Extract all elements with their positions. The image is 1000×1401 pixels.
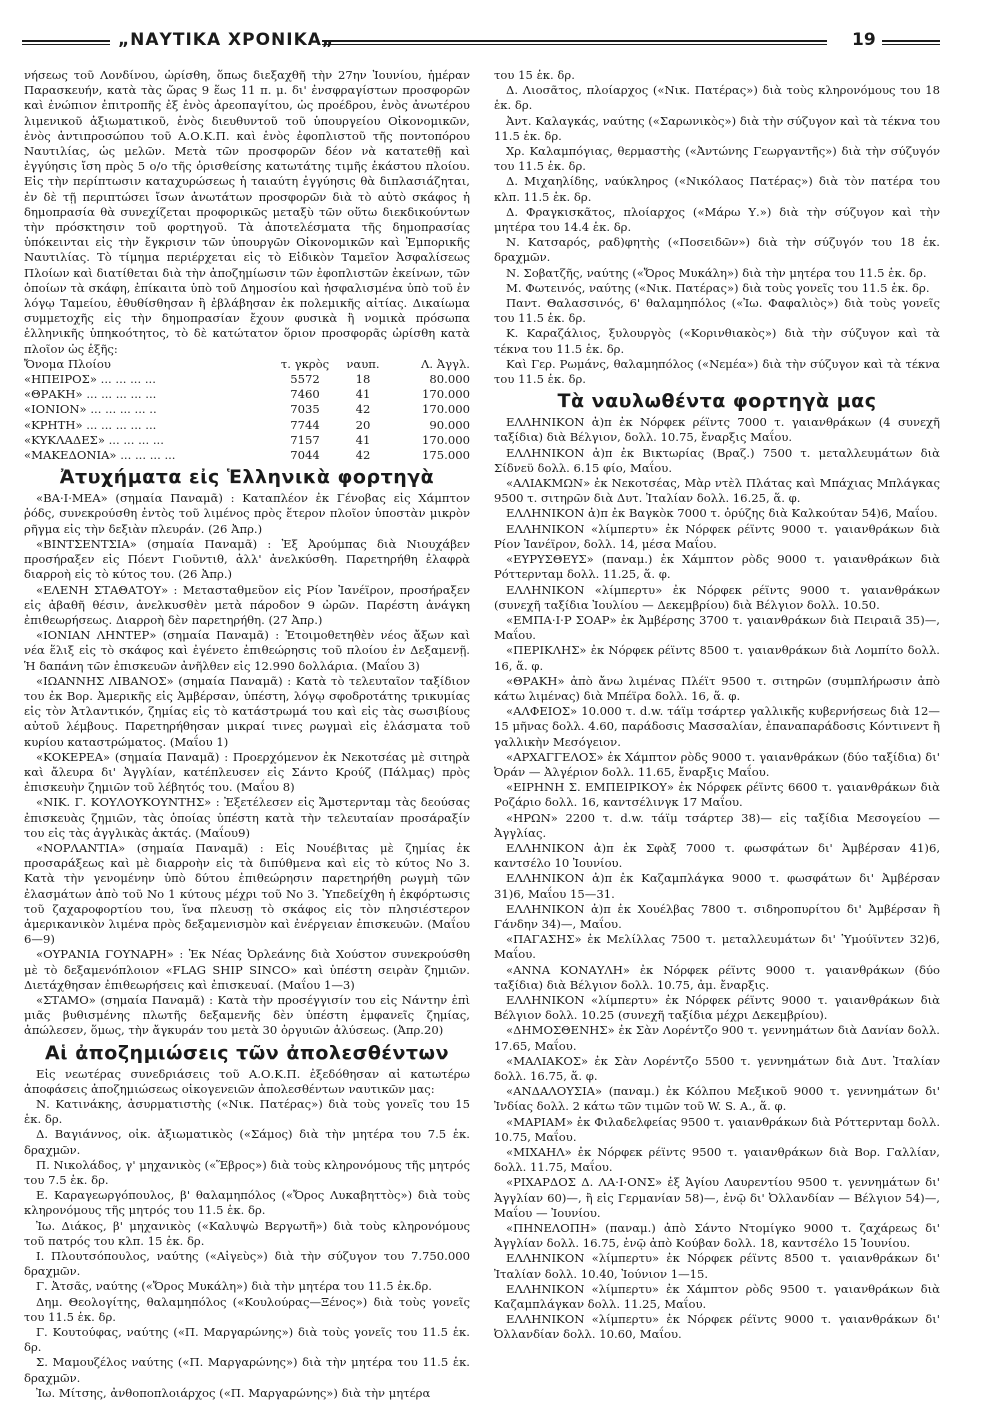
compensation-item: Δ. Φραγκισκᾶτος, πλοίαρχος («Μάρω Υ.») διὰ τὴν σύζυγον καὶ τὴν μητέρα του 14.4 ἑκ. δρ.: [494, 204, 940, 235]
compensation-item: Ἰω. Μίτσης, ἀνθοποπλοιάρχος («Π. Μαργαρώνης») διὰ τὴν μητέρα: [36, 1385, 431, 1400]
compensation-list-continued: [494, 68, 940, 387]
table-cell: 18: [355, 372, 371, 387]
accident-item: «ΕΛΕΝΗ ΣΤΑΘΑΤΟΥ» : Μετασταθμεῦον εἰς Ρίον Ἰανέϊρον, προσήραξεν εἰς ἀβαθῆ θέσιν, ἀνελκυσθὲν μετὰ πάροδον 9 ὡρῶν. Παρέστη ἀνάγκη ἐπιθεωρήσεως. Διαρροὴ δὲν παρετηρήθη. (27 Ἀπρ.): [24, 582, 470, 627]
charter-item: «ΗΡΩΝ» 2200 τ. d.w. τάϊμ τσάρτερ 38)— εἰς ταξίδια Μεσογείου — Ἀγγλίας.: [494, 810, 940, 840]
table-row: [24, 418, 470, 433]
charters-heading: Τὰ ναυλωθέντα φορτηγὰ μας: [557, 390, 877, 413]
accident-item: «ΙΟΝΙΑΝ ΛΗΝΤΕΡ» (σημαία Παναμᾶ) : Ἑτοιμοθετηθὲν νέος ἄξων καὶ νέα ἕλιξ εἰς τὸ σκάφος καὶ ἐγένετο ἐπιθεώρησις τοῦ πλοίου ἐν Δεξαμενῇ. Ἡ δαπάνη τῶν ἐπισκευῶν ἀνῆλθεν εἰς 12.990 δολλάρια. (Μαΐου 3): [24, 628, 470, 673]
compensation-item: Ἀντ. Καλαγκάς, ναύτης («Σαρωνικὸς») διὰ τὴν σύζυγον καὶ τὰ τέκνα του 11.5 ἑκ. δρ.: [494, 113, 940, 143]
charter-item: «ΕΜΠΑ·Ι·Ρ ΣΟΑΡ» ἐκ Ἀμβέρσης 3700 τ. γαιανθράκων διὰ Πειραιᾶ 35)—, Μαΐου.: [494, 612, 940, 643]
compensation-item: Δ. Λιοσᾶτος, πλοίαρχος («Νικ. Πατέρας») διὰ τοὺς κληρονόμους του 18 ἑκ. δρ.: [494, 83, 940, 113]
table-header-cell: τ. γκρὸς: [280, 356, 330, 371]
charter-item: ΕΛΛΗΝΙΚΟΝ ἀ)π ἐκ Καζαμπλάγκα 9000 τ. φωσφάτων δι' Ἀμβέρσαν 31)6, Μαΐου 15—31.: [494, 871, 940, 901]
table-cell: 41: [355, 432, 371, 447]
charter-item: «ΑΛΙΑΚΜΩΝ» ἐκ Νεκοτσέας, Μὰρ ντὲλ Πλάτας καὶ Μπάχιας Μπλάγκας 9500 τ. σιτηρῶν διὰ Δυτ. Ἰταλίαν δολλ. 16.25, ἅ. φ.: [494, 476, 940, 506]
charter-item: ΕΛΛΗΝΙΚΟΝ «λίμπερτυ» ἐκ Νόρφεκ ρέϊντς 9000 τ. γαιανθράκων δι' Ὀλλανδίαν δολλ. 10.60, Μαΐου.: [494, 1312, 940, 1342]
charter-item: ΕΛΛΗΝΙΚΟΝ ἀ)π ἐκ Βικτωρίας (Βραζ.) 7500 τ. μεταλλευμάτων διὰ Σίδνεϋ δολλ. 6.15 φίο, Μαΐου.: [494, 445, 940, 475]
compensation-item: Ε. Καραγεωργόπουλος, β' θαλαμηπόλος («Ὄρος Λυκαβηττὸς») διὰ τοὺς κληρονόμους τῆς μητρός του 11.5 ἑκ. δρ.: [24, 1188, 470, 1218]
header-rule-middle: [322, 40, 827, 45]
table-header-cell: ναυπ.: [346, 356, 380, 371]
table-row: [24, 402, 470, 417]
accidents-heading: Ἀτυχήματα εἰς Ἑλληνικὰ φορτηγὰ: [59, 466, 435, 489]
accident-item: «ΒΙΝΤΣΕΝΤΣΙΑ» (σημαία Παναμᾶ) : Ἐξ Ἀρούμπας διὰ Νιουχάβεν προσήραξεν εἰς Πόεντ Γιοῦντιθ, ἀλλ' ἀνελκύσθη. Παρετηρήθη ἐλαφρὰ διαρροὴ εἰς τὸ κύτος του. (26 Ἀπρ.): [24, 536, 470, 582]
compensation-item: Δημ. Θεολογίτης, θαλαμηπόλος («Κουλούρας—Ξένος») διὰ τοὺς γονεῖς του 11.5 ἑκ. δρ.: [24, 1294, 470, 1324]
charter-item: ΕΛΛΗΝΙΚΟΝ «λίμπερτυ» ἐκ Νόρφεκ ρέϊντς 8500 τ. γαιανθράκων δι' Ἰταλίαν δολλ. 10.40, Ἰούνιον 1—15.: [494, 1251, 940, 1281]
accident-item: «ΝΙΚ. Γ. ΚΟΥΛΟΥΚΟΥΝΤΗΣ» : Ἐξετέλεσεν εἰς Ἄμστερνταμ τὰς δεούσας ἐπισκευὰς ζημιῶν, τὰς ὁποίας ὑπέστη κατὰ τὴν τελευταίαν προσάραξίν του εἰς τὰς ἀγγλικὰς ἀκτάς. (Μαΐου9): [24, 795, 470, 840]
accident-item: «ΒΑ·Ι·ΜΕΑ» (σημαία Παναμᾶ) : Καταπλέον ἐκ Γένοβας εἰς Χάμπτον ῥόδς, συνεκρούσθη ἐντὸς τοῦ λιμένος πρὸς ἕτερον πλοῖον ὑποστὰν μικρὸν ρῆγμα εἰς τὴν δεξιὰν πλευράν. (26 Ἀπρ.): [24, 491, 470, 536]
table-row: [24, 448, 470, 463]
charter-item: «ΑΝΔΑΛΟΥΣΙΑ» (παναμ.) ἐκ Κόλπου Μεξικοῦ 9000 τ. γεννημάτων δι' Ἰνδίας δολλ. 2 κάτω τῶν τιμῶν τοῦ W. S. A., ἅ. φ.: [494, 1084, 940, 1114]
charter-item: ΕΛΛΗΝΙΚΟΝ ἀ)π ἐκ Βαγκὸκ 7000 τ. ὀρύζης διὰ Καλκούταν 54)6, Μαΐου.: [506, 506, 938, 521]
header-rule-left: [22, 40, 110, 45]
charter-item: «ΠΗΝΕΛΟΠΗ» (παναμ.) ἀπὸ Σάντο Ντομίγκο 9000 τ. ζαχάρεως δι' Ἀγγλίαν δολλ. 16.75, ἐνῷ ἀπὸ Κούβαν δολλ. 18, καντσέλο 15 Ἰουνίου.: [494, 1221, 940, 1251]
compensation-item: Ι. Πλουτσόπουλος, ναύτης («Αἰγεὺς») διὰ τὴν σύζυγον του 7.750.000 δραχμῶν.: [24, 1249, 470, 1279]
accident-item: «ΝΟΡΛΑΝΤΙΑ» (σημαία Παναμᾶ) : Εἰς Νουέβιτας μὲ ζημίας ἐκ προσαράξεως καὶ μὲ διαρροὴν εἰς τὰ διπύθμενα καὶ εἰς τὸ κύτος Νο 3. Κατὰ τὴν γενομένην ὑπὸ δύτου ἐπιθεώρησιν παρετηρήθη ρωγμὴ τῶν ἐλασμάτων ἀπὸ τοῦ Νο 1 κύτους μέχρι τοῦ Νο 3. Ὑπεδείχθη ἡ ἐκφόρτωσις τοῦ ζαχαροφορτίου του, ἵνα πλευσῃ τὸ σκάφος εἰς τὸν πλησιέστερον ἀμερικανικὸν λιμένα πρὸς δεξαμενισμὸν καὶ ἐνέργειαν ἐπισκευῶν. (Μαΐου 6—9): [24, 840, 470, 947]
charter-item: ΕΛΛΗΝΙΚΟΝ «λίμπερτυ» ἐκ Νόρφεκ ρέϊντς 9000 τ. γαιανθράκων διὰ Βέλγιον δολλ. 10.25 (συνεχῆ ταξίδια μέχρι Δεκεμβρίου).: [494, 992, 940, 1023]
compensation-item: Π. Νικολάδος, γ' μηχανικὸς («Ἕβρος») διὰ τοὺς κληρονόμους τῆς μητρός του 7.5 ἑκ. δρ.: [24, 1157, 470, 1188]
table-header-cell: Λ. Ἀγγλ.: [420, 356, 470, 371]
table-cell: 41: [355, 387, 371, 402]
compensation-item: Χρ. Καλαμπόγιας, θερμαστὴς («Ἀντώνης Γεωργαντῆς») διὰ τὴν σύζυγόν του 11.5 ἑκ. δρ.: [494, 144, 940, 174]
compensation-intro: Εἰς νεωτέρας συνεδριάσεις τοῦ Α.Ο.Κ.Π. ἐξεδόθησαν αἱ κατωτέρω ἀποφάσεις ἀποζημιώσεως οἰκογενειῶν ἀπολεσθέντων ναυτικῶν μας:: [24, 1066, 470, 1096]
charter-item: «ΜΙΧΑΗΛ» ἐκ Νόρφεκ ρέϊντς 9500 τ. γαιανθράκων διὰ Βορ. Γαλλίαν, δολλ. 11.75, Μαΐου.: [494, 1145, 940, 1175]
auction-paragraph: νήσεως τοῦ Λονδίνου, ὡρίσθη, ὅπως διεξαχθῆ τὴν 27ην Ἰουνίου, ἡμέραν Παρασκευήν, κατὰ τὰς ὥρας 9 ἕως 11 π. μ. δι' ἐνσφραγίστων προσφορῶν καὶ ἐνώπιον ἐπιτροπῆς ἐξ ἑνὸς ἀρεοπαγίτου, ὡς προέδρου, ἑνὸς ἀνωτέρου λιμενικοῦ ἀξιωματικοῦ, ἑνὸς διευθυντοῦ τοῦ ὑπουργείου Οἰκονομικῶν, ἑνὸς ἀντιπροσώπου τοῦ Α.Ο.Κ.Π. καὶ ἑνὸς ἐφοπλιστοῦ τῆς ποντοπόρου Ναυτιλίας, ὡς μελῶν. Μετὰ τῶν προσφορῶν δέον νὰ κατατεθῇ καὶ ἐγγύησις ἴση πρὸς 5 ο/ο τῆς ὁρισθείσης κατωτάτης τιμῆς ἑκάστου πλοίου. Εἰς τὴν περίπτωσιν καταχυρώσεως ἡ ταιαύτη ἐγγύησις θὰ διπλασιάζηται, ἐν δὲ τῇ περιπτώσει ἴσων ἀνωτάτων προσφορῶν διὰ τὸ αὐτὸ σκάφος ἡ δημοπρασία θὰ συνεχίζεται προφορικῶς μεταξὺ τῶν οὕτω διεκδικούντων τὴν πρόσκτησιν τοῦ φορτηγοῦ. Τὰ ἀποτελέσματα τῆς δημοπρασίας ὑπόκεινται εἰς τὴν ἔγκρισιν τῶν ὑπουργῶν Οἰκονομικῶν καὶ Ἐμπορικῆς Ναυτιλίας. Τὸ τίμημα περιέρχεται εἰς τὸ Εἰδικὸν Ταμεῖον Ἀσφαλίσεως Πλοίων καὶ διατίθεται διὰ τὴν ἀποζημίωσιν τῶν ἐφοπλιστῶν ἐκείνων, τῶν ὁποίων τὰ σκάφη, ἐπίκαιτα ὑπὸ τοῦ Δημοσίου καὶ ἠσφαλισμένα ὑπὸ τοῦ ἐν λόγῳ Ταμείου, ἐθυθίσθησαν ἢ ἐβλάβησαν ἐκ πολεμικῆς αἰτίας. Δικαίωμα συμμετοχῆς εἰς τὴν δημοπρασίαν ἔχουν φυσικὰ ἢ νομικὰ πρόσωπα ἑλληνικῆς ὑπηκοότητος, τὸ δὲ κατώτατον ὅριον προσφορᾶς ὡρίσθη κατὰ πλοῖον ὡς ἑξῆς:: [24, 68, 470, 356]
compensation-item: Κ. Καραζάλιος, ξυλουργὸς («Κορινθιακὸς») διὰ τὴν σύζυγον καὶ τὰ τέκνα του 11.5 ἑκ. δρ.: [494, 326, 940, 356]
charter-item: «ΑΡΧΑΓΓΕΛΟΣ» ἐκ Χάμπτον ρὸδς 9000 τ. γαιανθράκων (δύο ταξίδια) δι' Ὀράν — Ἀλγέριον δολλ. 11.65, ἔναρξις Μαΐου.: [494, 749, 940, 779]
charter-item: «ΜΑΡΙΑΜ» ἐκ Φιλαδελφείας 9500 τ. γαιανθράκων διὰ Ρόττερνταμ δολλ. 10.75, Μαΐου.: [494, 1114, 940, 1144]
table-row: [24, 372, 470, 387]
table-cell: 5572: [290, 372, 320, 387]
compensation-item: Γ. Ἀτσᾶς, ναύτης («Ὄρος Μυκάλη») διὰ τὴν μητέρα του 11.5 ἑκ.δρ.: [36, 1279, 432, 1294]
header-rule-right: [882, 40, 940, 45]
table-cell: 7157: [290, 432, 320, 447]
compensation-item: Ἰω. Διάκος, β' μηχανικὸς («Καλυψὼ Βεργωτῆ») διὰ τοὺς κληρονόμους τοῦ πατρός του κλπ. 15 ἑκ. δρ.: [24, 1218, 470, 1248]
table-cell: «ΜΑΚΕΔΟΝΙΑ» ... ... ... ...: [24, 448, 176, 463]
compensation-item: Σ. Μαμουζέλος ναύτης («Π. Μαργαρώνης») διὰ τὴν μητέρα του 11.5 ἑκ. δραχμῶν.: [24, 1355, 470, 1385]
table-cell: 7044: [290, 448, 320, 463]
table-cell: 42: [355, 448, 371, 463]
table-cell: 170.000: [422, 402, 470, 417]
left-column: [24, 68, 470, 1401]
compensation-item: Μ. Φωτεινός, ναύτης («Νικ. Πατέρας») διὰ τοὺς γονεῖς του 11.5 ἑκ. δρ.: [506, 280, 930, 295]
compensation-item: Γ. Κουτούφας, ναύτης («Π. Μαργαρώνης») διὰ τοὺς γονεῖς του 11.5 ἑκ. δρ.: [24, 1325, 470, 1355]
accident-item: «ΙΩΑΝΝΗΣ ΛΙΒΑΝΟΣ» (σημαία Παναμᾶ) : Κατὰ τὸ τελευταῖον ταξίδιον του ἐκ Βορ. Ἀμερικῆς εἰς Ἀμβέρσαν, ὑπέστη, λόγῳ σφοδροτάτης τρικυμίας εἰς τὸν Ἀτλαντικόν, ζημίας εἰς τὸ κατάστρωμά του καὶ εἰς τὰς σωσιβίους αὐτοῦ λέμβους. Παρετηρήθησαν μικραί τινες ρωγμαὶ εἰς ἐλάσματα τοῦ κυρίου καταστρώματος. (Μαΐου 1): [24, 673, 470, 749]
charter-item: ΕΛΛΗΝΙΚΟΝ ἀ)π ἐκ Χουέλβας 7800 τ. σιδηροπυρίτου δι' Ἀμβέρσαν ἢ Γάνδην 34)—, Μαΐου.: [494, 901, 940, 931]
page-number: 19: [852, 30, 876, 50]
table-cell: 90.000: [429, 417, 470, 432]
table-cell: «ΘΡΑΚΗ» ... ... ... ... ...: [24, 387, 157, 402]
compensation-item: του 15 ἑκ. δρ.: [494, 68, 575, 82]
compensation-item: Δ. Μιχαηλίδης, ναύκληρος («Νικόλαος Πατέρας») διὰ τὸν πατέρα του κλπ. 11.5 ἑκ. δρ.: [494, 174, 940, 204]
charter-item: «ΔΗΜΟΣΘΕΝΗΣ» ἐκ Σὰν Λορέντζο 900 τ. γεννημάτων διὰ Δανίαν δολλ. 17.65, Μαΐου.: [494, 1023, 940, 1053]
compensation-item: Ν. Κατσαρός, ραδ)φητὴς («Ποσειδῶν») διὰ τὴν σύζυγόν του 18 ἑκ. δραχμῶν.: [494, 235, 940, 265]
compensation-list: [24, 1097, 470, 1401]
charter-item: «ΘΡΑΚΗ» ἀπὸ ἄνω λιμένας Πλέϊτ 9500 τ. σιτηρῶν (συμπλήρωσιν ἀπὸ κάτω λιμένας) διὰ Μπέϊρα δολλ. 16, ἅ. φ.: [494, 673, 940, 703]
table-cell: 20: [355, 417, 371, 432]
compensation-item: Καὶ Γερ. Ρωμάνς, θαλαμηπόλος («Νεμέα») διὰ τὴν σύζυγον καὶ τὰ τέκνα του 11.5 ἑκ. δρ.: [494, 356, 940, 387]
page-header: [22, 30, 922, 52]
charter-item: «ΜΑΛΙΑΚΟΣ» ἐκ Σὰν Λορέντζο 5500 τ. γεννημάτων διὰ Δυτ. Ἰταλίαν δολλ. 16.75, ἅ. φ.: [494, 1053, 940, 1083]
charter-item: «ΠΑΓΑΣΗΣ» ἐκ Μελίλλας 7500 τ. μεταλλευμάτων δι' Ὑμούϊντεν 32)6, Μαΐου.: [494, 932, 940, 962]
compensation-item: Ν. Κατινάκης, ἀσυρματιστὴς («Νικ. Πατέρας») διὰ τοὺς γονεῖς του 15 ἑκ. δρ.: [24, 1097, 470, 1127]
table-header-cell: Ὄνομα Πλοίου: [24, 356, 111, 371]
table-cell: «ΚΥΚΛΑΔΕΣ» ... ... ... ...: [24, 432, 164, 447]
publication-title: „ΝΑΥΤΙΚΑ ΧΡΟΝΙΚΑ„: [118, 30, 335, 50]
table-cell: 170.000: [422, 432, 470, 447]
charter-item: «ΕΙΡΗΝΗ Σ. ΕΜΠΕΙΡΙΚΟΥ» ἐκ Νόρφεκ ρέϊντς 6600 τ. γαιανθράκων διὰ Ροζάριο δολλ. 16, καντσέλινγκ 17 Μαΐου.: [494, 780, 940, 810]
charter-item: ΕΛΛΗΝΙΚΟΝ «λίμπερτυ» ἐκ Νόρφεκ ρέϊντς 9000 τ. γαιανθράκων διὰ Ρίον Ἰανέϊρον, δολλ. 14, μέσα Μαΐου.: [494, 521, 940, 551]
compensation-item: Ν. Σοβατζῆς, ναύτης («Ὄρος Μυκάλη») διὰ τὴν μητέρα του 11.5 ἑκ. δρ.: [506, 265, 927, 280]
accident-item: «ΚΟΚΕΡΕΑ» (σημαία Παναμᾶ) : Προερχόμενον ἐκ Νεκοτσέας μὲ σιτηρὰ καὶ ἄλευρα δι' Ἀγγλίαν, κατέπλευσεν εἰς Σάντο Κρούζ (Πάλμας) πρὸς ἐπισκευὴν ζημιῶν τοῦ λέβητός του. (Μαΐου 8): [24, 749, 470, 795]
table-cell: 7744: [290, 417, 320, 432]
accidents-list: [24, 491, 470, 1038]
ships-price-table: [24, 357, 470, 463]
charter-item: «ΑΛΦΕΙΟΣ» 10.000 τ. d.w. τάϊμ τσάρτερ γαλλικῆς κυβερνήσεως διὰ 12—15 μῆνας δολλ. 4.60, παράδοσις Μασσαλίαν, ἐπαναπαράδοσις Κόντινεντ ἢ γαλλικὴν Μεσόγειον.: [494, 704, 940, 749]
table-cell: 7460: [290, 387, 320, 402]
table-row: [24, 387, 470, 402]
charter-item: ΕΛΛΗΝΙΚΟΝ ἀ)π ἐκ Νόρφεκ ρέϊντς 7000 τ. γαιανθράκων (4 συνεχῆ ταξίδια) διὰ Βέλγιον, δολλ. 10.75, ἔναρξις Μαΐου.: [494, 415, 940, 445]
accident-item: «ΣΤΑΜΟ» (σημαία Παναμᾶ) : Κατὰ τὴν προσέγγισίν του εἰς Νάντην ἐπὶ μιᾶς βυθισμένης πλωτῆς δεξαμενῆς δὲν ὑπέστη ἐμφανεῖς ζημίας, ἀπώλεσεν, ὅμως, τὴν ἄγκυράν του μετὰ 30 ὀργυιῶν ἁλύσεως. (Ἀπρ.20): [24, 992, 470, 1038]
charter-item: «ΕΥΡΥΣΘΕΥΣ» (παναμ.) ἐκ Χάμπτον ρὸδς 9000 τ. γαιανθράκων διὰ Ρόττερνταμ δολλ. 11.25, ἅ. φ.: [494, 552, 940, 582]
charter-item: ΕΛΛΗΝΙΚΟΝ «λίμπερτυ» ἐκ Νόρφεκ ρέϊντς 9000 τ. γαιανθράκων (συνεχῆ ταξίδια Ἰουλίου — Δεκεμβρίου) διὰ Βέλγιον δολλ. 10.50.: [494, 582, 940, 612]
table-cell: «ΙΟΝΙΟΝ» ... ... ... ... ..: [24, 402, 157, 417]
charter-item: ΕΛΛΗΝΙΚΟΝ ἀ)π ἐκ Σφὰξ 7000 τ. φωσφάτων δι' Ἀμβέρσαν 41)6, καντσέλο 10 Ἰουνίου.: [494, 840, 940, 871]
right-column: [494, 68, 940, 1343]
table-cell: 170.000: [422, 387, 470, 402]
charter-item: «ΡΙΧΑΡΔΟΣ Δ. ΛΑ·Ι·ΟΝΣ» ἐξ Ἁγίου Λαυρεντίου 9500 τ. γεννημάτων δι' Ἀγγλίαν 60)—, ἢ εἰς Γερμανίαν 58)—, ἐνῷ δι' Ὀλλανδίαν — Βέλγιον 54)—, Μαΐου — Ἰουνίου.: [494, 1175, 940, 1220]
compensation-item: Παντ. Θαλασσινός, 6' θαλαμηπόλος («Ἰω. Φαφαλιὸς») διὰ τοὺς γονεῖς του 11.5 ἑκ. δρ.: [494, 296, 940, 326]
table-cell: 42: [355, 402, 371, 417]
table-row: [24, 433, 470, 448]
charter-item: «ΠΕΡΙΚΛΗΣ» ἐκ Νόρφεκ ρέϊντς 8500 τ. γαιανθράκων διὰ Λομπίτο δολλ. 16, ἅ. φ.: [494, 643, 940, 673]
table-cell: 175.000: [422, 448, 470, 463]
accident-item: «ΟΥΡΑΝΙΑ ΓΟΥΝΑΡΗ» : Ἐκ Νέας Ὀρλεάνης διὰ Χούστον συνεκρούσθη μὲ τὸ δεξαμενόπλοιον «FLAG SHIP SINCO» καὶ ὑπέστη σειρὰν ζημιῶν. Διετάχθησαν ἐπιθεωρήσεις καὶ ἐπισκευαί. (Μαΐου 1—3): [24, 947, 470, 992]
charter-item: «ΑΝΝΑ ΚΟΝΑΥΛΗ» ἐκ Νόρφεκ ρέϊντς 9000 τ. γαιανθράκων (δύο ταξίδια) διὰ Βέλγιον δολλ. 10.75, ἀμ. ἔναρξις.: [494, 962, 940, 992]
charter-item: ΕΛΛΗΝΙΚΟΝ «λίμπερτυ» ἐκ Χάμπτον ρὸδς 9500 τ. γαιανθράκων διὰ Καζαμπλάγκαν δολλ. 11.25, Μαΐου.: [494, 1281, 940, 1312]
charters-list: [494, 415, 940, 1342]
ships-table-header: [24, 357, 470, 372]
compensation-item: Δ. Βαγιάννος, οἰκ. ἀξιωματικὸς («Σάμος) διὰ τὴν μητέρα του 7.5 ἑκ. δραχμῶν.: [24, 1127, 470, 1157]
table-cell: «ΚΡΗΤΗ» ... ... ... ... ...: [24, 417, 157, 432]
table-cell: 7035: [290, 402, 320, 417]
table-cell: «ΗΠΕΙΡΟΣ» ... ... ... ...: [24, 372, 156, 387]
table-cell: 80.000: [429, 372, 470, 387]
compensation-heading: Αἱ ἀποζημιώσεις τῶν ἀπολεσθέντων: [44, 1041, 450, 1064]
